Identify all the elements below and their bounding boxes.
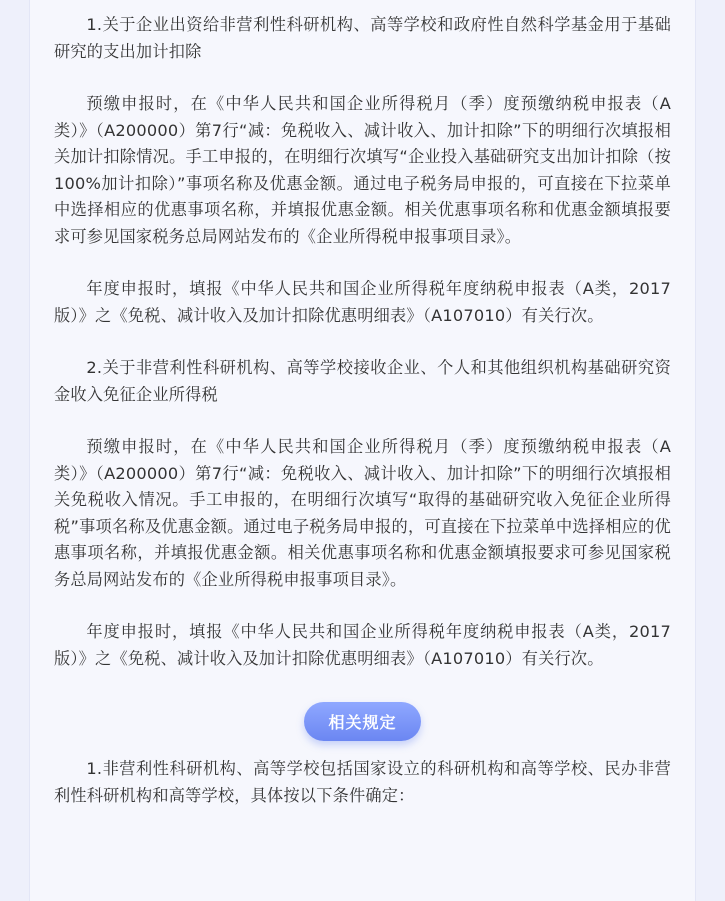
annual-paragraph-2: 年度申报时，填报《中华人民共和国企业所得税年度纳税申报表（A类，2017版）》之《免税、减计收入及加计扣除优惠明细表》（A107010）有关行次。 bbox=[54, 622, 671, 668]
rules-paragraph-1: 1.非营利性科研机构、高等学校包括国家设立的科研机构和高等学校、民办非营利性科研机构和高等学校，具体按以下条件确定： bbox=[54, 759, 671, 805]
section-heading-2: 2.关于非营利性科研机构、高等学校接收企业、个人和其他组织机构基础研究资金收入免征企业所得税 bbox=[54, 358, 671, 404]
prepayment-paragraph-1: 预缴申报时，在《中华人民共和国企业所得税月（季）度预缴纳税申报表（A类）》（A200000）第7行“减：免税收入、减计收入、加计扣除”下的明细行次填报相关加计扣除情况。手工申报的，在明细行次填写“企业投入基础研究支出加计扣除（按100%加计扣除）”事项名称及优惠金额。通过电子税务局申报的，可直接在下拉菜单中选择相应的优惠事项名称，并填报优惠金额。相关优惠事项名称和优惠金额填报要求可参见国家税务总局网站发布的《企业所得税申报事项目录》。 bbox=[54, 94, 671, 246]
section-heading-1: 1.关于企业出资给非营利性科研机构、高等学校和政府性自然科学基金用于基础研究的支出加计扣除 bbox=[54, 15, 671, 61]
annual-paragraph-1: 年度申报时，填报《中华人民共和国企业所得税年度纳税申报表（A类，2017版）》之《免税、减计收入及加计扣除优惠明细表》（A107010）有关行次。 bbox=[54, 279, 671, 325]
article-card bbox=[30, 0, 695, 901]
article-content bbox=[54, 12, 671, 835]
related-rules-badge: 相关规定 bbox=[304, 702, 420, 741]
prepayment-paragraph-2: 预缴申报时，在《中华人民共和国企业所得税月（季）度预缴纳税申报表（A类）》（A200000）第7行“减：免税收入、减计收入、加计扣除”下的明细行次填报相关免税收入情况。手工申报的，在明细行次填写“取得的基础研究收入免征企业所得税”事项名称及优惠金额。通过电子税务局申报的，可直接在下拉菜单中选择相应的优惠事项名称，并填报优惠金额。相关优惠事项名称和优惠金额填报要求可参见国家税务总局网站发布的《企业所得税申报事项目录》。 bbox=[54, 437, 671, 589]
related-rules-header bbox=[54, 702, 671, 741]
